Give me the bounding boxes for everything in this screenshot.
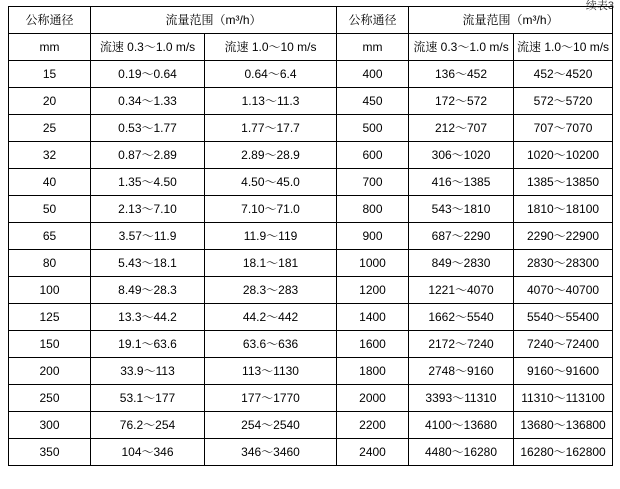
cell-flow-high-left: 1.13～11.3 [205, 88, 337, 115]
cell-nominal-diameter-left: 200 [9, 358, 91, 385]
cell-flow-low-left: 2.13～7.10 [91, 196, 205, 223]
table-row [9, 196, 613, 223]
table-row [9, 358, 613, 385]
header-unit-mm-right: mm [337, 34, 409, 61]
cell-nominal-diameter-left: 250 [9, 385, 91, 412]
cell-flow-high-left: 18.1～181 [205, 250, 337, 277]
cell-nominal-diameter-right: 700 [337, 169, 409, 196]
table-row [9, 169, 613, 196]
cell-flow-high-right: 2290～22900 [514, 223, 613, 250]
cell-flow-low-left: 0.19～0.64 [91, 61, 205, 88]
cell-flow-high-right: 707～7070 [514, 115, 613, 142]
cell-flow-low-right: 1221～4070 [409, 277, 514, 304]
table-row [9, 277, 613, 304]
cell-nominal-diameter-left: 150 [9, 331, 91, 358]
header-unit-mm-left: mm [9, 34, 91, 61]
cell-flow-high-left: 7.10～71.0 [205, 196, 337, 223]
cell-nominal-diameter-right: 400 [337, 61, 409, 88]
cell-nominal-diameter-left: 50 [9, 196, 91, 223]
cell-flow-low-left: 1.35～4.50 [91, 169, 205, 196]
cell-nominal-diameter-left: 100 [9, 277, 91, 304]
cell-flow-low-right: 212～707 [409, 115, 514, 142]
cell-flow-high-left: 346～3460 [205, 439, 337, 466]
cell-nominal-diameter-right: 2400 [337, 439, 409, 466]
continued-table-note: 续表3 [585, 0, 614, 12]
table-row [9, 142, 613, 169]
table-body [9, 7, 613, 466]
cell-flow-low-left: 0.87～2.89 [91, 142, 205, 169]
table-row [9, 304, 613, 331]
header-velocity-high-left: 流速 1.0～10 m/s [205, 34, 337, 61]
cell-flow-low-left: 53.1～177 [91, 385, 205, 412]
cell-nominal-diameter-right: 1600 [337, 331, 409, 358]
cell-nominal-diameter-right: 2000 [337, 385, 409, 412]
header-nominal-diameter-right: 公称通径 [337, 7, 409, 34]
cell-flow-high-left: 1.77～17.7 [205, 115, 337, 142]
cell-flow-low-left: 19.1～63.6 [91, 331, 205, 358]
cell-flow-high-right: 4070～40700 [514, 277, 613, 304]
cell-flow-low-right: 306～1020 [409, 142, 514, 169]
cell-flow-high-right: 11310～113100 [514, 385, 613, 412]
cell-nominal-diameter-left: 40 [9, 169, 91, 196]
cell-flow-low-left: 5.43～18.1 [91, 250, 205, 277]
cell-flow-low-right: 687～2290 [409, 223, 514, 250]
cell-flow-high-left: 0.64～6.4 [205, 61, 337, 88]
cell-nominal-diameter-left: 300 [9, 412, 91, 439]
cell-flow-low-right: 849～2830 [409, 250, 514, 277]
header-velocity-low-right: 流速 0.3～1.0 m/s [409, 34, 514, 61]
table-row [9, 250, 613, 277]
cell-flow-low-left: 104～346 [91, 439, 205, 466]
cell-flow-high-left: 2.89～28.9 [205, 142, 337, 169]
cell-nominal-diameter-left: 80 [9, 250, 91, 277]
cell-flow-high-right: 9160～91600 [514, 358, 613, 385]
cell-nominal-diameter-right: 600 [337, 142, 409, 169]
cell-flow-high-right: 1020～10200 [514, 142, 613, 169]
header-flow-range-right: 流量范围（m³/h） [409, 7, 613, 34]
flow-range-table [8, 6, 613, 466]
header-velocity-low-left: 流速 0.3～1.0 m/s [91, 34, 205, 61]
cell-flow-high-left: 4.50～45.0 [205, 169, 337, 196]
cell-flow-low-right: 4100～13680 [409, 412, 514, 439]
cell-flow-low-right: 136～452 [409, 61, 514, 88]
cell-flow-low-right: 2748～9160 [409, 358, 514, 385]
cell-flow-low-right: 1662～5540 [409, 304, 514, 331]
cell-flow-high-left: 63.6～636 [205, 331, 337, 358]
cell-flow-low-right: 2172～7240 [409, 331, 514, 358]
cell-flow-low-left: 13.3～44.2 [91, 304, 205, 331]
cell-nominal-diameter-right: 2200 [337, 412, 409, 439]
cell-flow-high-right: 13680～136800 [514, 412, 613, 439]
cell-flow-low-left: 8.49～28.3 [91, 277, 205, 304]
cell-flow-low-right: 4480～16280 [409, 439, 514, 466]
header-flow-range-left: 流量范围（m³/h） [91, 7, 337, 34]
cell-nominal-diameter-right: 1400 [337, 304, 409, 331]
cell-nominal-diameter-left: 125 [9, 304, 91, 331]
cell-nominal-diameter-left: 15 [9, 61, 91, 88]
cell-flow-low-right: 543～1810 [409, 196, 514, 223]
cell-flow-high-right: 1810～18100 [514, 196, 613, 223]
cell-flow-high-right: 2830～28300 [514, 250, 613, 277]
cell-flow-high-left: 44.2～442 [205, 304, 337, 331]
table-row [9, 412, 613, 439]
cell-nominal-diameter-right: 500 [337, 115, 409, 142]
cell-nominal-diameter-right: 1000 [337, 250, 409, 277]
table-row [9, 61, 613, 88]
cell-nominal-diameter-right: 1200 [337, 277, 409, 304]
cell-flow-high-left: 28.3～283 [205, 277, 337, 304]
cell-nominal-diameter-right: 450 [337, 88, 409, 115]
cell-nominal-diameter-left: 20 [9, 88, 91, 115]
table-header-main-row [9, 7, 613, 34]
table-row [9, 88, 613, 115]
table-header-sub-row [9, 34, 613, 61]
cell-flow-low-right: 416～1385 [409, 169, 514, 196]
cell-nominal-diameter-left: 65 [9, 223, 91, 250]
cell-flow-high-left: 11.9～119 [205, 223, 337, 250]
cell-nominal-diameter-left: 25 [9, 115, 91, 142]
table-row [9, 385, 613, 412]
cell-flow-high-right: 452～4520 [514, 61, 613, 88]
cell-flow-high-right: 5540～55400 [514, 304, 613, 331]
cell-flow-high-left: 113～1130 [205, 358, 337, 385]
table-row [9, 223, 613, 250]
cell-flow-high-right: 1385～13850 [514, 169, 613, 196]
cell-flow-low-left: 0.34～1.33 [91, 88, 205, 115]
table-row [9, 331, 613, 358]
cell-flow-low-right: 172～572 [409, 88, 514, 115]
cell-flow-high-left: 254～2540 [205, 412, 337, 439]
table-row [9, 115, 613, 142]
cell-flow-low-left: 33.9～113 [91, 358, 205, 385]
cell-flow-low-left: 3.57～11.9 [91, 223, 205, 250]
cell-flow-high-left: 177～1770 [205, 385, 337, 412]
cell-flow-high-right: 572～5720 [514, 88, 613, 115]
cell-nominal-diameter-right: 1800 [337, 358, 409, 385]
header-velocity-high-right: 流速 1.0～10 m/s [514, 34, 613, 61]
cell-flow-low-left: 76.2～254 [91, 412, 205, 439]
cell-flow-low-right: 3393～11310 [409, 385, 514, 412]
cell-nominal-diameter-right: 800 [337, 196, 409, 223]
cell-flow-high-right: 7240～72400 [514, 331, 613, 358]
cell-nominal-diameter-left: 350 [9, 439, 91, 466]
table-row [9, 439, 613, 466]
cell-flow-high-right: 16280～162800 [514, 439, 613, 466]
cell-flow-low-left: 0.53～1.77 [91, 115, 205, 142]
header-nominal-diameter-left: 公称通径 [9, 7, 91, 34]
cell-nominal-diameter-left: 32 [9, 142, 91, 169]
cell-nominal-diameter-right: 900 [337, 223, 409, 250]
